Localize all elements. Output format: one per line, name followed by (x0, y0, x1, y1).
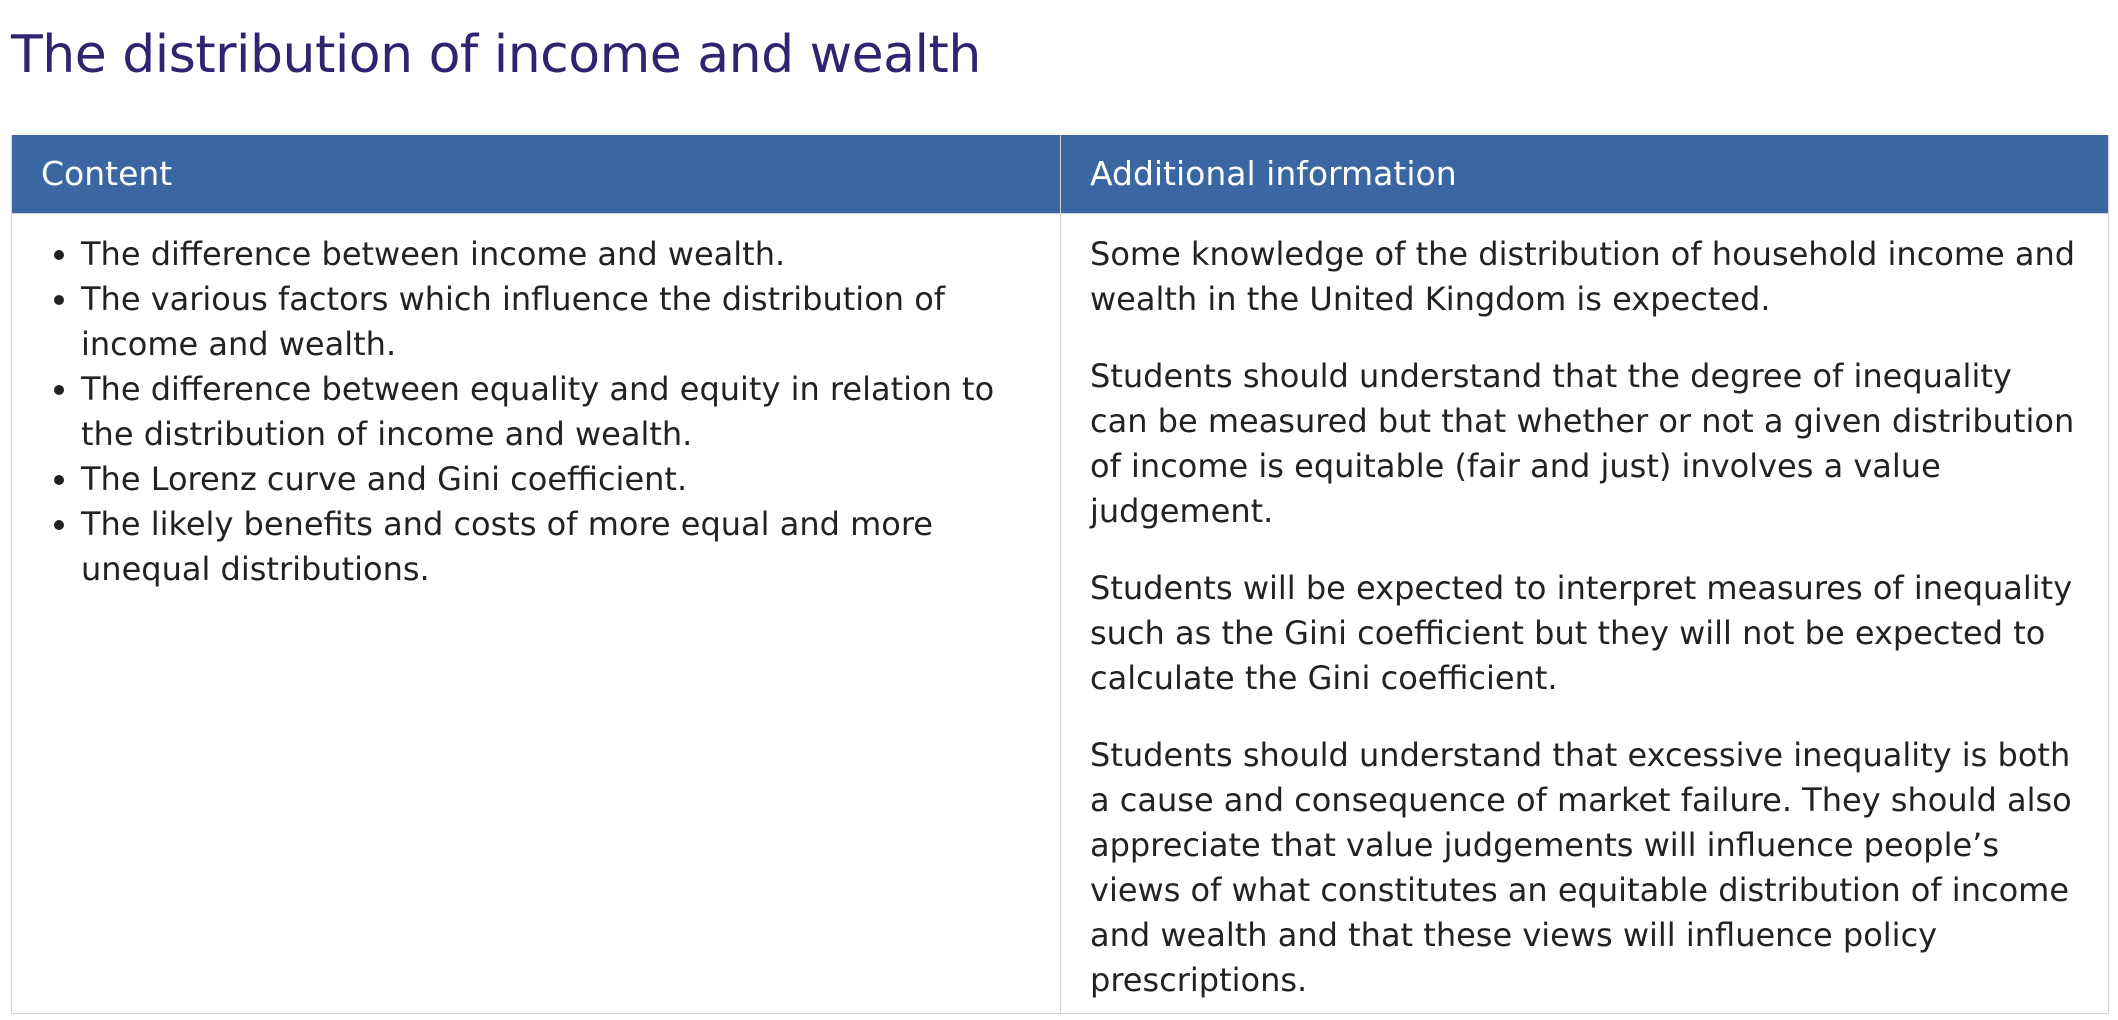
content-list (41, 232, 1031, 592)
list-item: • The difference between equality and equity in relation to the distribution of income and wealth. (81, 367, 1031, 457)
content-cell (12, 213, 1061, 1013)
content-column-header: Content (12, 135, 1061, 213)
list-item: • The likely benefits and costs of more equal and more unequal distributions. (81, 502, 1031, 592)
additional-information-cell (1061, 213, 2109, 1013)
list-item: • The difference between income and wealth. (81, 232, 1031, 277)
list-item: • The Lorenz curve and Gini coefficient. (81, 457, 1031, 502)
page-title: The distribution of income and wealth (11, 25, 981, 85)
table-header-row (12, 135, 2109, 213)
table-row (12, 213, 2109, 1013)
info-paragraph: Students will be expected to interpret measures of inequality such as the Gini coefficient but they will not be expected to calculate the Gini coefficient. (1090, 568, 2073, 697)
additional-information-column-header: Additional information (1061, 135, 2109, 213)
info-paragraph: Students should understand that excessive inequality is both a cause and consequence of market failure. They should also appreciate that value judgements will influence people’s views of what constitutes an equitable distribution of income and wealth and that these views will influence policy prescriptions. (1090, 735, 2072, 999)
info-paragraph: Students should understand that the degree of inequality can be measured but that whether or not a given distribution of income is equitable (fair and just) involves a value judgement. (1090, 356, 2075, 530)
specification-table (11, 135, 2109, 1014)
info-paragraph: Some knowledge of the distribution of household income and wealth in the United Kingdom is expected. (1090, 234, 2076, 318)
list-item: • The various factors which influence the distribution of income and wealth. (81, 277, 1031, 367)
